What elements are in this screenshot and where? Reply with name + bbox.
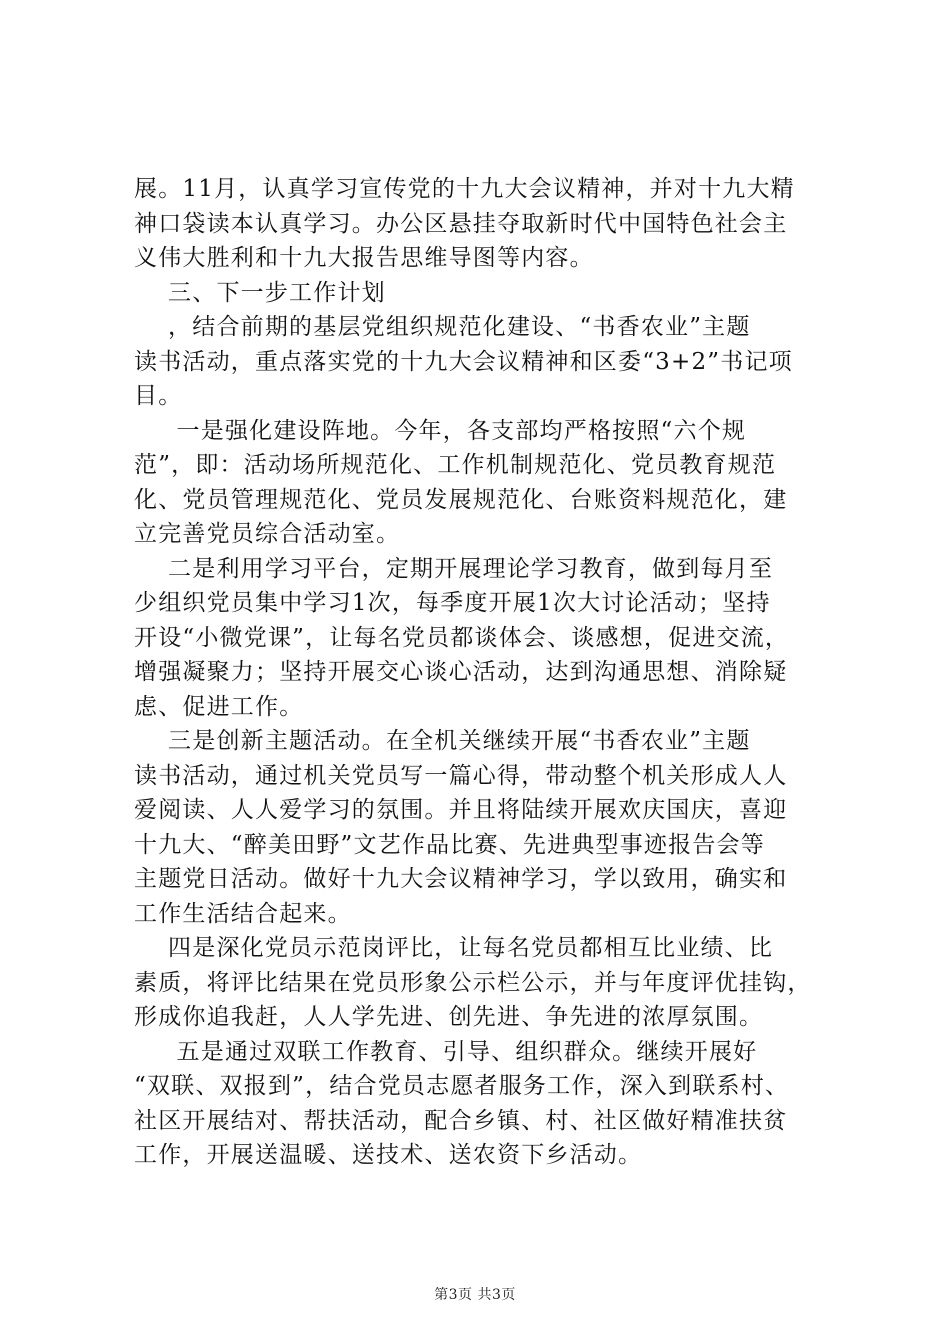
- text-line: 神口袋读本认真学习。办公区悬挂夺取新时代中国特色社会主: [134, 210, 788, 237]
- text-line: “双联、双报到”，结合党员志愿者服务工作，深入到联系村、: [134, 1073, 790, 1099]
- document-body: [134, 172, 834, 1173]
- text-line: 二是利用学习平台，定期开展理论学习教育，做到每月至: [134, 555, 774, 582]
- text-line: 义伟大胜利和十九大报告思维导图等内容。: [134, 245, 594, 271]
- text-line: ，结合前期的基层党组织规范化建设、“书香农业”主题: [134, 314, 751, 340]
- text-line: 工作生活结合起来。: [134, 900, 352, 927]
- text-line: 工作，开展送温暖、送技术、送农资下乡活动。: [134, 1142, 643, 1168]
- text-line: 三是创新主题活动。在全机关继续开展“书香农业”主题: [134, 728, 751, 754]
- text-line: 四是深化党员示范岗评比，让每名党员都相互比业绩、比: [134, 935, 774, 961]
- section-heading: 三、下一步工作计划: [134, 279, 386, 306]
- text-line: 化、党员管理规范化、党员发展规范化、台账资料规范化，建: [134, 486, 788, 513]
- page-number-label: 第3页 共3页: [434, 1287, 516, 1303]
- text-line: 目。: [134, 383, 183, 409]
- text-line: 一是强化建设阵地。今年，各支部均严格按照“六个规: [134, 417, 747, 444]
- text-line: 素质，将评比结果在党员形象公示栏公示，并与年度评优挂钩，: [134, 969, 812, 996]
- text-line: 主题党日活动。做好十九大会议精神学习，学以致用，确实和: [134, 866, 788, 892]
- text-line: 展。11月，认真学习宣传党的十九大会议精神，并对十九大精: [134, 176, 795, 202]
- text-line: 开设“小微党课”，让每名党员都谈体会、谈感想，促进交流，: [134, 624, 790, 651]
- text-line: 读书活动，通过机关党员写一篇心得，带动整个机关形成人人: [134, 762, 788, 789]
- page-footer: [0, 1284, 950, 1304]
- text-line: 立完善党员综合活动室。: [134, 521, 401, 547]
- text-line: 社区开展结对、帮扶活动，配合乡镇、村、社区做好精准扶贫: [134, 1107, 788, 1134]
- text-line: 范”，即：活动场所规范化、工作机制规范化、党员教育规范: [134, 452, 777, 478]
- text-line: 爱阅读、人人爱学习的氛围。并且将陆续开展欢庆国庆，喜迎: [134, 797, 788, 823]
- text-line: 读书活动，重点落实党的十九大会议精神和区委“3+2”书记项: [134, 348, 793, 375]
- text-line: 五是通过双联工作教育、引导、组织群众。继续开展好: [134, 1038, 758, 1065]
- text-line: 增强凝聚力；坚持开展交心谈心活动，达到沟通思想、消除疑: [134, 659, 788, 685]
- text-line: 少组织党员集中学习1次，每季度开展1次大讨论活动；坚持: [134, 590, 771, 616]
- text-line: 十九大、“醉美田野”文艺作品比赛、先进典型事迹报告会等: [134, 831, 765, 858]
- text-line: 虑、促进工作。: [134, 693, 304, 720]
- text-line: 形成你追我赶，人人学先进、创先进、争先进的浓厚氛围。: [134, 1004, 764, 1030]
